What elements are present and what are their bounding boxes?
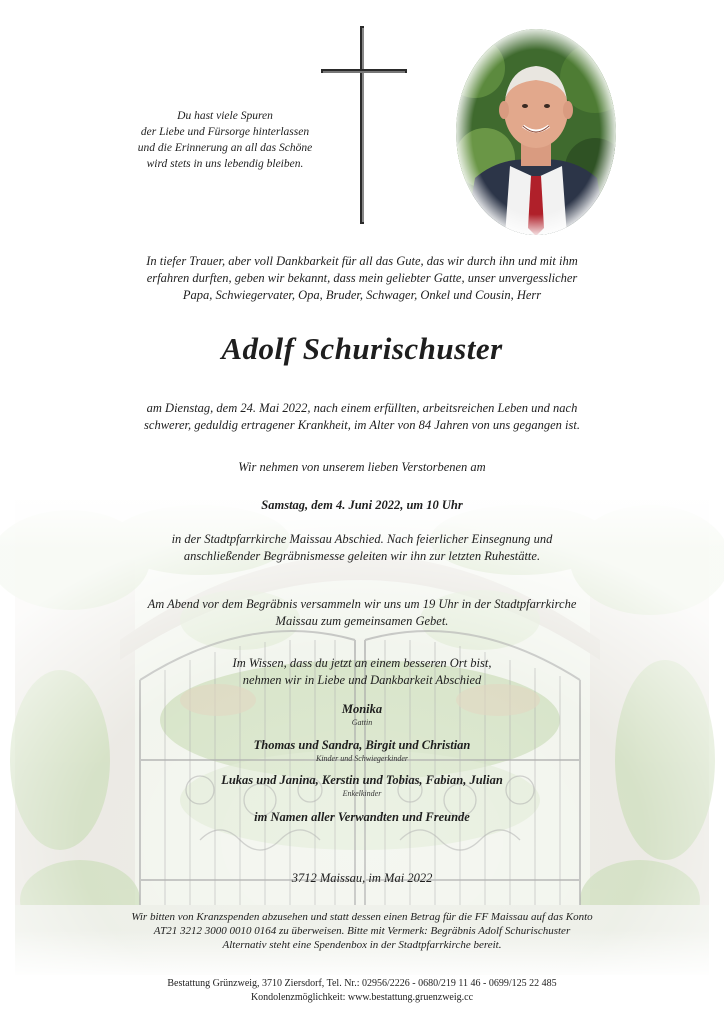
evening-prayer-line: Maissau zum gemeinsamen Gebet. (275, 614, 449, 628)
death-notice-line: am Dienstag, dem 24. Mai 2022, nach einem erfüllten, arbeitsreichen Leben und nach (146, 401, 578, 415)
mourner-relation: Kinder und Schwiegerkinder (316, 754, 408, 763)
memorial-poem (120, 108, 330, 172)
donation-note-line: Alternativ steht eine Spendenbox in der Stadtpfarrkirche bereit. (222, 939, 502, 951)
mourner-names: Monika (341, 702, 383, 716)
condolence-link[interactable]: Kondolenzmöglichkeit: www.bestattung.gruenzweig.cc (250, 992, 474, 1003)
intro-line: erfahren durften, geben wir bekannt, dass mein geliebter Gatte, unser unvergesslicher (146, 271, 578, 285)
closing-words-line: Im Wissen, dass du jetzt an einem besseren Ort bist, (232, 656, 492, 670)
farewell-intro: Wir nehmen von unserem lieben Verstorbenen am (238, 460, 486, 474)
donation-note-line: AT21 3212 3000 0010 0164 zu überweisen. Bitte mit Vermerk: Begräbnis Adolf Schurischuster (153, 925, 571, 937)
mourner-group (0, 737, 724, 764)
funeral-details-line: anschließender Begräbnismesse geleiten wir ihn zur letzten Ruhestätte. (183, 549, 541, 563)
poem-line: der Liebe und Fürsorge hinterlassen (140, 126, 310, 138)
funeral-home-footer (0, 977, 724, 1005)
donation-note-line: Wir bitten von Kranzspenden abzusehen und statt dessen einen Betrag für die FF Maissau auf das Konto (131, 911, 593, 923)
intro-paragraph (0, 253, 724, 304)
death-notice-line: schwerer, geduldig ertragener Krankheit, im Alter von 84 Jahren von uns gegangen ist. (144, 418, 580, 432)
closing-words (0, 655, 724, 689)
mourner-relation: Enkelkinder (342, 789, 382, 798)
poem-line: Du hast viele Spuren (177, 110, 273, 122)
mourner-group (0, 772, 724, 799)
mourner-group (0, 701, 724, 728)
poem-line: und die Erinnerung an all das Schöne (137, 142, 313, 154)
mourner-names: Thomas und Sandra, Birgit und Christian (253, 738, 471, 752)
cross-icon (318, 24, 410, 226)
death-notice (0, 400, 724, 434)
intro-line: In tiefer Trauer, aber voll Dankbarkeit für all das Gute, das wir durch ihn und mit ihm (146, 254, 578, 268)
intro-line: Papa, Schwiegervater, Opa, Bruder, Schwager, Onkel und Cousin, Herr (182, 288, 542, 302)
evening-prayer (0, 596, 724, 630)
place-date: 3712 Maissau, im Mai 2022 (291, 871, 433, 885)
evening-prayer-line: Am Abend vor dem Begräbnis versammeln wir uns um 19 Uhr in der Stadtpfarrkirche (147, 597, 577, 611)
portrait-photo (455, 28, 617, 236)
donation-note (0, 910, 724, 952)
relatives-line: im Namen aller Verwandten und Freunde (254, 810, 470, 824)
mourner-relation: Gattin (351, 718, 373, 727)
closing-words-line: nehmen wir in Liebe und Dankbarkeit Abschied (242, 673, 482, 687)
funeral-home-contact: Bestattung Grünzweig, 3710 Ziersdorf, Tel. Nr.: 02956/2226 - 0680/219 11 46 - 0699/125 22 485 (167, 978, 557, 989)
mourner-names: Lukas und Janina, Kerstin und Tobias, Fabian, Julian (221, 773, 503, 787)
funeral-details (0, 531, 724, 565)
funeral-date: Samstag, dem 4. Juni 2022, um 10 Uhr (261, 498, 463, 512)
deceased-name: Adolf Schurischuster (221, 331, 503, 366)
poem-line: wird stets in uns lebendig bleiben. (146, 158, 304, 170)
funeral-details-line: in der Stadtpfarrkirche Maissau Abschied. Nach feierlicher Einsegnung und (171, 532, 553, 546)
